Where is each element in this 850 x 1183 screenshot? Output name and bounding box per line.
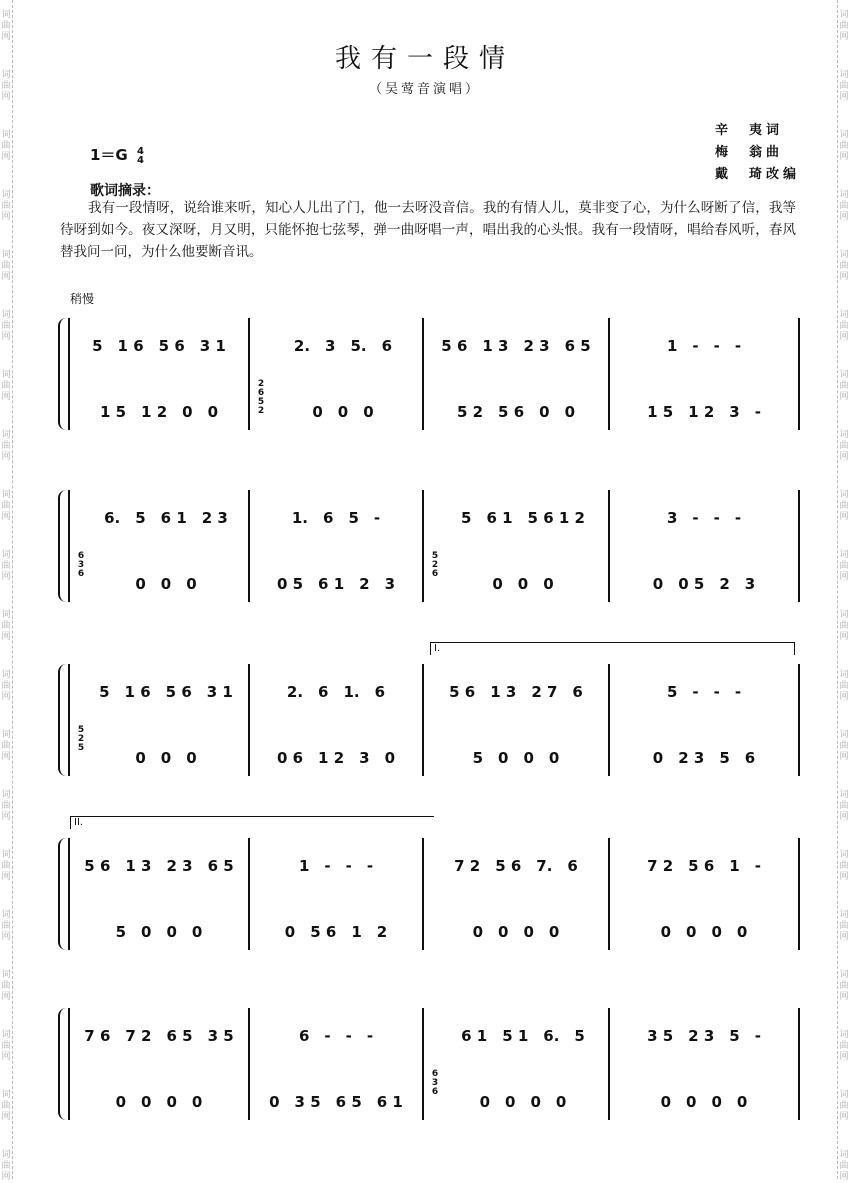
measure [610, 1000, 800, 1130]
watermark-text: 词 曲 网 [1, 70, 11, 102]
measure [424, 830, 610, 960]
watermark-text: 词 曲 网 [839, 250, 849, 282]
measure [424, 1000, 610, 1130]
score-system [64, 1000, 794, 1130]
time-bottom: 4 [136, 154, 144, 166]
melody-notes: 6 - - - [298, 1026, 374, 1045]
accompaniment-notes: 1 5 1 2 0 0 [99, 402, 219, 421]
measure [250, 830, 424, 960]
watermark-text: 词 曲 网 [839, 430, 849, 462]
watermark-text: 词 曲 网 [839, 1090, 849, 1122]
measure [70, 1000, 250, 1130]
melody-notes: 7 2 5 6 1 - [647, 856, 761, 875]
watermark-text: 词 曲 网 [1, 670, 11, 702]
accompaniment-notes: 0 3 5 6 5 6 1 [269, 1092, 403, 1111]
accompaniment-notes: 0 0 0 [135, 748, 197, 767]
accompaniment-notes: 1 5 1 2 3 - [647, 402, 761, 421]
melody-notes: 5 - - - [666, 682, 742, 701]
chord-stack: 6 3 6 [431, 1069, 439, 1097]
watermark-text: 词 曲 网 [839, 970, 849, 1002]
watermark-text: 词 曲 网 [839, 190, 849, 222]
time-signature [137, 147, 144, 165]
score-system [64, 482, 794, 612]
bar-line [798, 664, 800, 776]
score-system [64, 643, 794, 786]
accompaniment-notes: 0 0 0 0 [115, 1092, 203, 1111]
chord-stack: 2 6 5 2 [257, 379, 265, 416]
lyrics-heading: 歌词摘录： [90, 183, 160, 199]
watermark-text: 词 曲 网 [839, 310, 849, 342]
chord-stack: 5 2 5 [77, 725, 85, 753]
score-system [64, 817, 794, 960]
score-system [64, 310, 794, 440]
measure [424, 656, 610, 786]
watermark-text: 词 曲 网 [1, 730, 11, 762]
melody-notes: 1 - - - [666, 336, 742, 355]
chord-stack: 5 2 6 [431, 551, 439, 579]
watermark-text: 词 曲 网 [839, 10, 849, 42]
watermark-text: 词 曲 网 [839, 850, 849, 882]
watermark-text: 词 曲 网 [839, 70, 849, 102]
accompaniment-notes: 0 0 0 [312, 402, 374, 421]
watermark-text: 词 曲 网 [839, 670, 849, 702]
measure [610, 830, 800, 960]
measure [70, 310, 250, 440]
credit-arranger: 戴 琦改编 [714, 167, 800, 182]
key-label: 1＝G [90, 146, 128, 164]
measure [250, 310, 424, 440]
volta-bracket: I. [430, 642, 795, 655]
accompaniment-notes: 0 6 1 2 3 0 [276, 748, 396, 767]
watermark-text: 词 曲 网 [1, 1150, 11, 1182]
system-brace [58, 318, 66, 430]
key-signature [90, 144, 144, 165]
volta-bracket: II. [70, 816, 434, 829]
lyrics-text: 我有一段情呀，说给谁来听，知心人儿出了门，他一去呀没音信。我的有情人儿，莫非变了心，为什么呀断了信，我等待呀到如今。夜又深呀，月又明，只能怀抱七弦琴，弹一曲呀唱一声，唱出我的心头恨。我有一段情呀，唱给春风听，春风替我问一问，为什么他要断音讯。 [60, 200, 796, 260]
song-subtitle: （吴莺音演唱） [368, 82, 481, 97]
accompaniment-notes: 0 0 0 0 [660, 1092, 748, 1111]
watermark-text: 词 曲 网 [1, 370, 11, 402]
accompaniment-notes: 0 5 6 1 2 [284, 922, 388, 941]
chord-stack: 6 3 6 [77, 551, 85, 579]
melody-notes: 1 - - - [298, 856, 374, 875]
system-brace [58, 490, 66, 602]
watermark-text: 词 曲 网 [1, 310, 11, 342]
melody-notes: 1. 6 5 - [291, 508, 381, 527]
system-brace [58, 1008, 66, 1120]
melody-notes: 7 6 7 2 6 5 3 5 [84, 1026, 234, 1045]
watermark-text: 词 曲 网 [839, 370, 849, 402]
watermark-text: 词 曲 网 [1, 10, 11, 42]
watermark-text: 词 曲 网 [839, 130, 849, 162]
melody-notes: 2. 3 5. 6 [293, 336, 393, 355]
melody-notes: 2. 6 1. 6 [286, 682, 386, 701]
melody-notes: 5 6 1 5 6 1 2 [461, 508, 585, 527]
watermark-text: 词 曲 网 [839, 910, 849, 942]
melody-notes: 5 6 1 3 2 3 6 5 [441, 336, 591, 355]
watermark-text: 词 曲 网 [1, 910, 11, 942]
measure [250, 656, 424, 786]
watermark-text: 词 曲 网 [1, 190, 11, 222]
accompaniment-notes: 0 0 0 [135, 574, 197, 593]
measure [70, 482, 250, 612]
accompaniment-notes: 0 0 5 2 3 [652, 574, 756, 593]
accompaniment-notes: 0 2 3 5 6 [652, 748, 756, 767]
time-top: 4 [136, 145, 144, 157]
tempo-marking: 稍慢 [70, 292, 95, 306]
watermark-text: 词 曲 网 [839, 550, 849, 582]
accompaniment-notes: 5 2 5 6 0 0 [456, 402, 576, 421]
measure [250, 1000, 424, 1130]
melody-notes: 3 - - - [666, 508, 742, 527]
bar-line [798, 1008, 800, 1120]
system-brace [58, 664, 66, 776]
measure [424, 310, 610, 440]
watermark-text: 词 曲 网 [839, 790, 849, 822]
accompaniment-notes: 5 0 0 0 [472, 748, 560, 767]
accompaniment-notes: 0 5 6 1 2 3 [276, 574, 396, 593]
accompaniment-notes: 0 0 0 [492, 574, 554, 593]
watermark-text: 词 曲 网 [1, 790, 11, 822]
watermark-text: 词 曲 网 [1, 490, 11, 522]
measure [610, 310, 800, 440]
accompaniment-notes: 0 0 0 0 [472, 922, 560, 941]
accompaniment-notes: 0 0 0 0 [660, 922, 748, 941]
measure [70, 830, 250, 960]
melody-notes: 6 1 5 1 6. 5 [461, 1026, 585, 1045]
song-title: 我有一段情 [334, 44, 515, 74]
melody-notes: 3 5 2 3 5 - [647, 1026, 761, 1045]
melody-notes: 5 6 1 3 2 3 6 5 [84, 856, 234, 875]
watermark-text: 词 曲 网 [1, 250, 11, 282]
watermark-text: 词 曲 网 [1, 850, 11, 882]
watermark-text: 词 曲 网 [1, 1090, 11, 1122]
watermark-text: 词 曲 网 [1, 430, 11, 462]
watermark-text: 词 曲 网 [1, 1030, 11, 1062]
accompaniment-notes: 0 0 0 0 [479, 1092, 567, 1111]
watermark-text: 词 曲 网 [839, 490, 849, 522]
credit-lyricist: 辛 夷词 [714, 123, 783, 138]
watermark-text: 词 曲 网 [1, 130, 11, 162]
watermark-text: 词 曲 网 [839, 1030, 849, 1062]
watermark-text: 词 曲 网 [839, 1150, 849, 1182]
watermark-text: 词 曲 网 [839, 610, 849, 642]
melody-notes: 7 2 5 6 7. 6 [454, 856, 578, 875]
melody-notes: 5 1 6 5 6 3 1 [99, 682, 233, 701]
credits [715, 120, 800, 186]
measure [424, 482, 610, 612]
accompaniment-notes: 5 0 0 0 [115, 922, 203, 941]
watermark-text: 词 曲 网 [1, 550, 11, 582]
melody-notes: 5 6 1 3 2 7 6 [449, 682, 583, 701]
watermark-text: 词 曲 网 [1, 610, 11, 642]
measure [610, 656, 800, 786]
watermark-text: 词 曲 网 [839, 730, 849, 762]
credit-composer: 梅 翁曲 [714, 145, 783, 160]
measure [70, 656, 250, 786]
measure [610, 482, 800, 612]
bar-line [798, 318, 800, 430]
bar-line [798, 490, 800, 602]
watermark-text: 词 曲 网 [1, 970, 11, 1002]
bar-line [798, 838, 800, 950]
measure [250, 482, 424, 612]
system-brace [58, 838, 66, 950]
melody-notes: 6. 5 6 1 2 3 [104, 508, 228, 527]
melody-notes: 5 1 6 5 6 3 1 [92, 336, 226, 355]
